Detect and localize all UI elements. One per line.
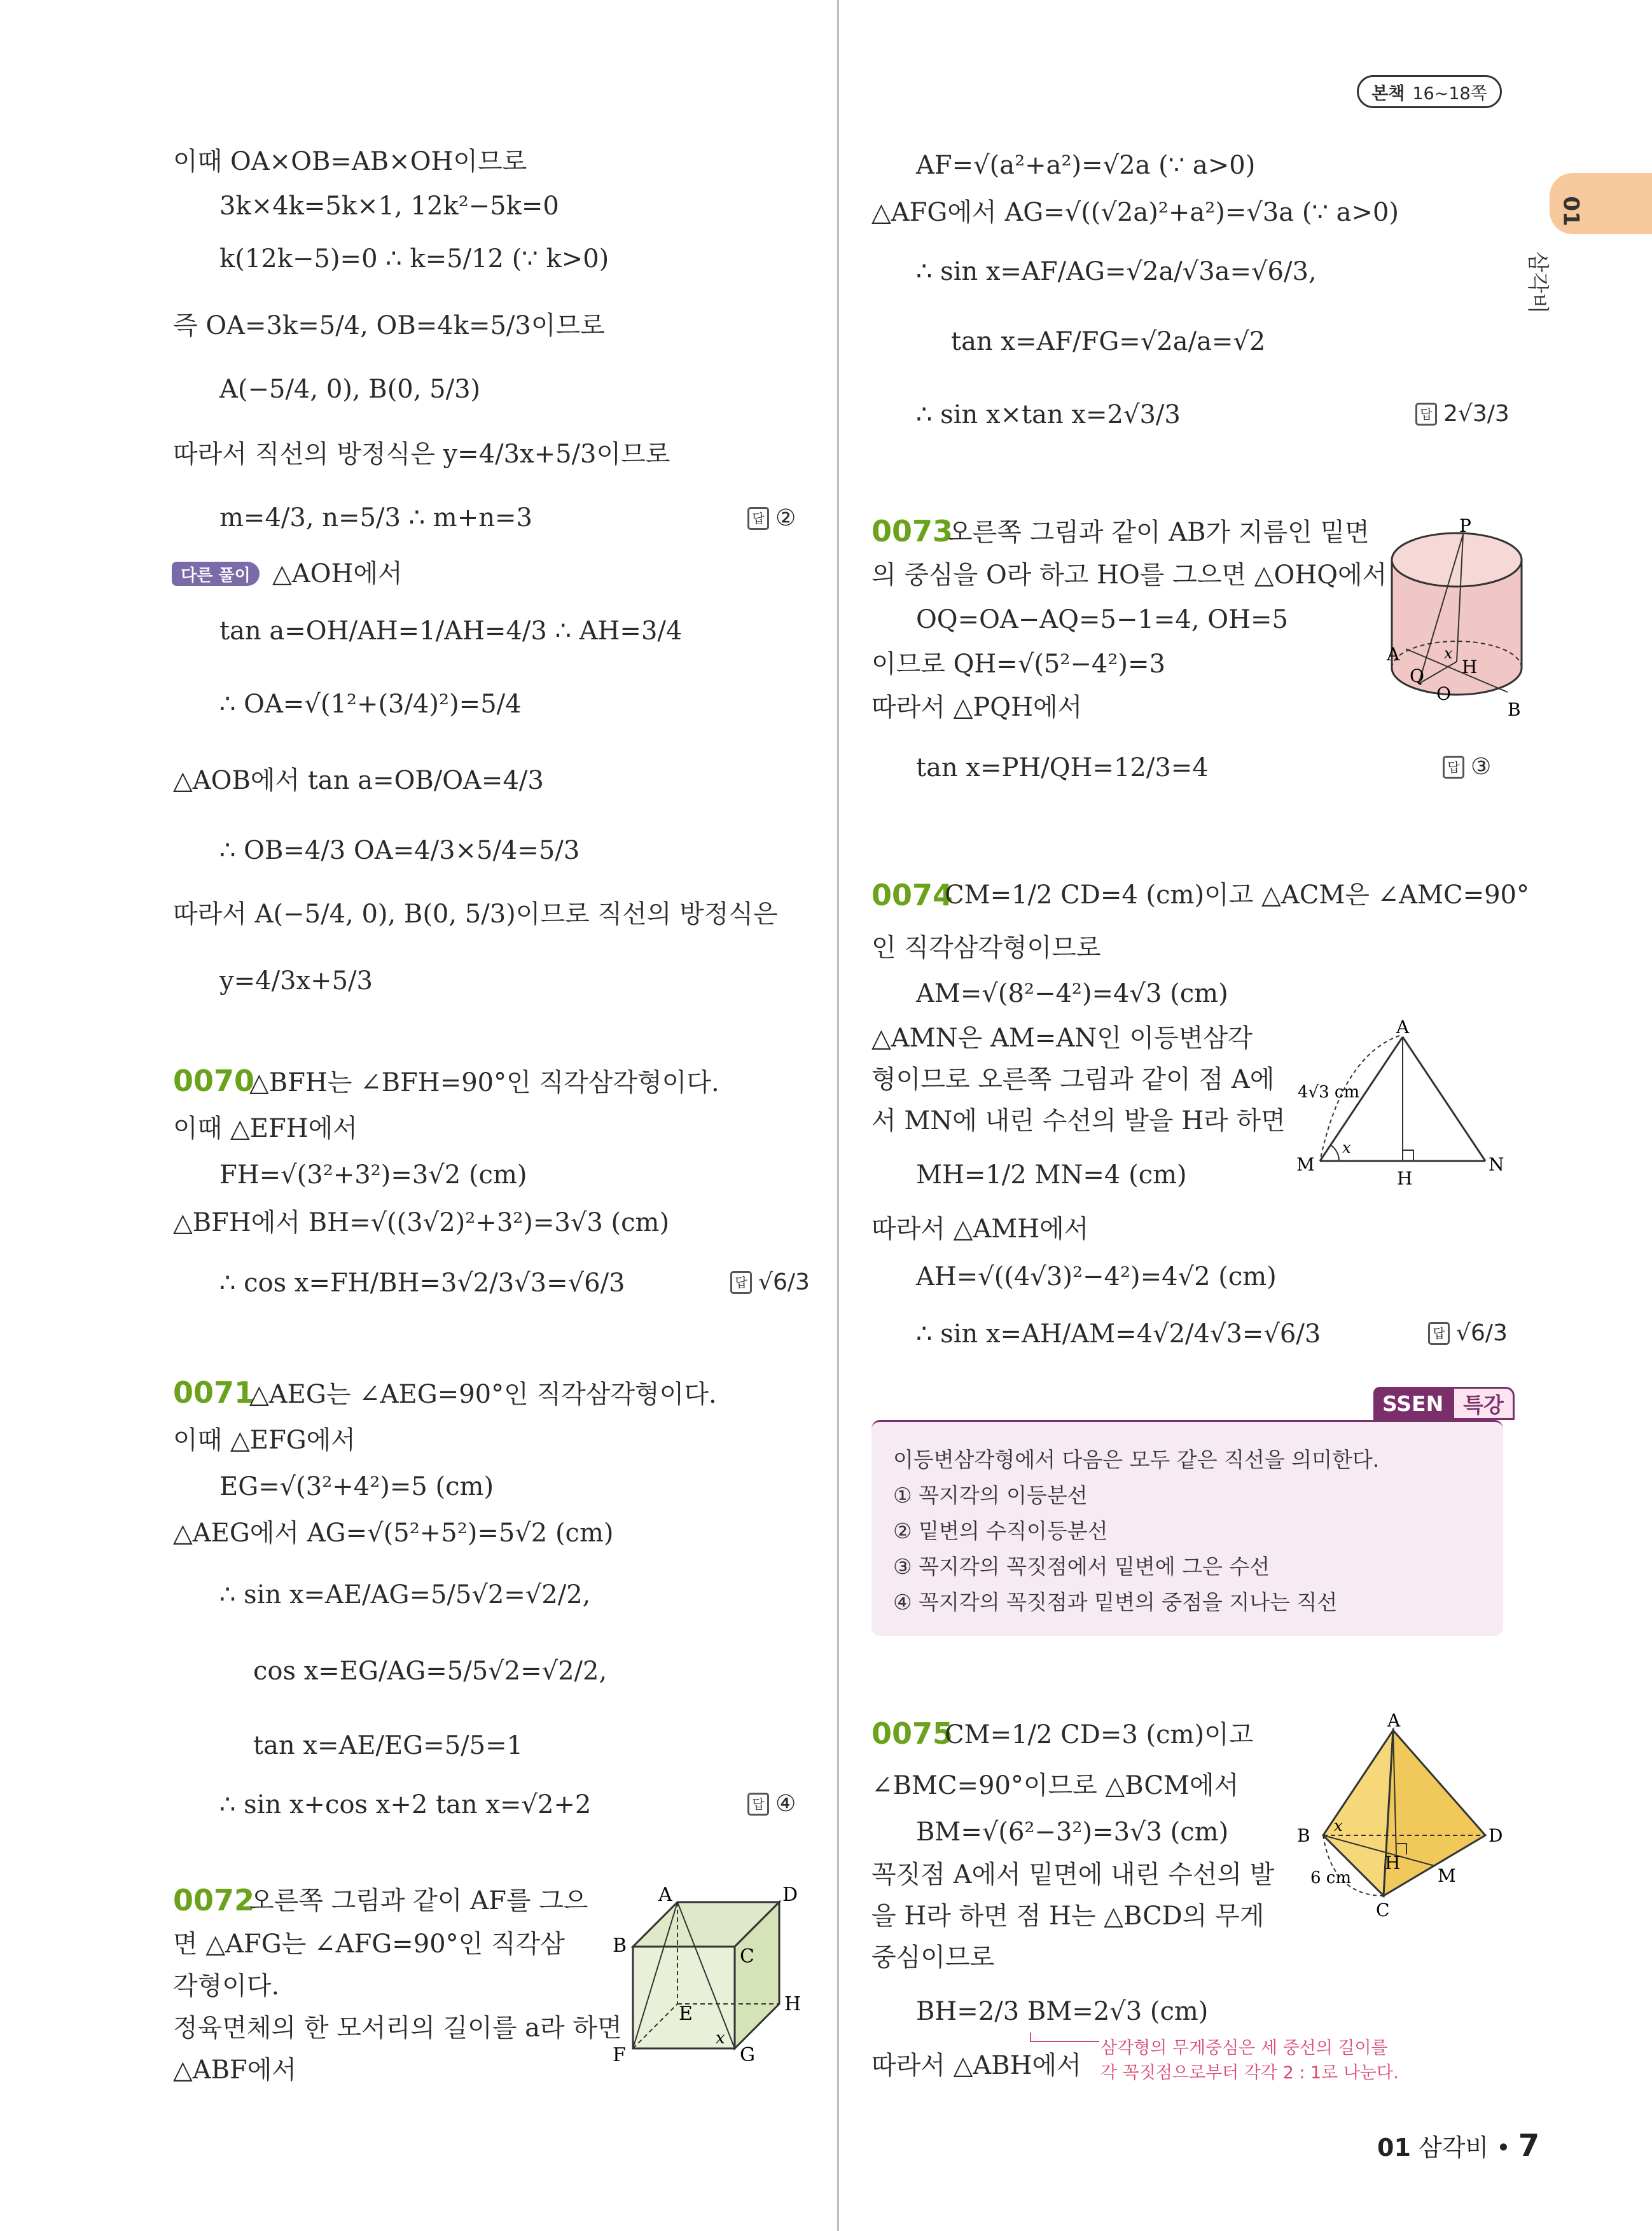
answer-icon: 답 <box>747 507 769 530</box>
solution-line: 이때 △EFH에서 <box>173 1114 357 1143</box>
note-line: 각 꼭짓점으로부터 각각 2 : 1로 나눈다. <box>1100 2063 1399 2083</box>
footer-chapter-number: 01 <box>1377 2134 1411 2162</box>
solution-line: y=4/3x+5/3 <box>219 966 373 996</box>
tip-header-title: 특강 <box>1452 1387 1515 1420</box>
tetra-label: C <box>1376 1900 1390 1921</box>
solution-line: △AFG에서 AG=√((√2a)²+a²)=√3a (∵ a>0) <box>871 198 1399 227</box>
answer-value: ④ <box>775 1791 796 1817</box>
cylinder-label: Q <box>1410 665 1424 686</box>
solution-line: ∴ sin x=AH/AM=4√2/4√3=√6/3 <box>916 1319 1321 1349</box>
solution-line: AM=√(8²−4²)=4√3 (cm) <box>916 979 1228 1008</box>
cube-label: F <box>613 2044 626 2066</box>
solution-line: △ABF에서 <box>173 2055 297 2085</box>
solution-line: 오른쪽 그림과 같이 AF를 그으 <box>249 1886 588 1915</box>
cylinder-label: A <box>1387 644 1400 665</box>
solution-line: 즉 OA=3k=5/4, OB=4k=5/3이므로 <box>173 311 605 340</box>
chapter-tab-title: 삼각비 <box>1525 251 1550 314</box>
solution-line: MH=1/2 MN=4 (cm) <box>916 1160 1187 1190</box>
triangle-label: 4√3 cm <box>1298 1083 1360 1102</box>
answer-icon: 답 <box>1415 403 1437 426</box>
tetra-label: M <box>1438 1865 1456 1886</box>
solution-line: 형이므로 오른쪽 그림과 같이 점 A에 <box>871 1065 1275 1094</box>
cube-label: D <box>782 1884 798 1906</box>
tip-box <box>871 1420 1503 1636</box>
solution-line: 따라서 △AMH에서 <box>871 1214 1089 1244</box>
answer-icon: 답 <box>1428 1322 1450 1345</box>
solution-line: 오른쪽 그림과 같이 AB가 지름인 밑면 <box>948 518 1370 547</box>
solution-line: ∴ cos x=FH/BH=3√2/3√3=√6/3 <box>219 1268 625 1298</box>
page-number: 7 <box>1518 2128 1540 2164</box>
solution-line: BH=2/3 BM=2√3 (cm) <box>916 1997 1209 2026</box>
cube-figure <box>607 1877 817 2068</box>
solution-line: △BFH에서 BH=√((3√2)²+3²)=3√3 (cm) <box>173 1208 670 1237</box>
cube-label: H <box>784 1993 802 2015</box>
tip-line: ② 밑변의 수직이등분선 <box>893 1519 1108 1543</box>
solution-line: △AEG에서 AG=√(5²+5²)=5√2 (cm) <box>173 1519 614 1548</box>
solution-line: OQ=OA−AQ=5−1=4, OH=5 <box>916 605 1288 634</box>
tetra-label: H <box>1385 1852 1401 1873</box>
solution-line: tan x=AF/FG=√2a/a=√2 <box>951 327 1266 356</box>
answer-mark <box>730 1269 810 1295</box>
solution-line: 의 중심을 O라 하고 HO를 그으면 △OHQ에서 <box>871 560 1387 590</box>
tip-line: ③ 꼭지각의 꼭짓점에서 밑변에 그은 수선 <box>893 1554 1270 1579</box>
centroid-note <box>1100 2036 1399 2085</box>
footer-bullet-icon: • <box>1496 2134 1511 2162</box>
cylinder-figure <box>1380 515 1533 725</box>
solution-line: 따라서 직선의 방정식은 y=4/3x+5/3이므로 <box>173 440 670 469</box>
tetra-label: B <box>1297 1825 1310 1846</box>
triangle-label: A <box>1396 1018 1410 1038</box>
solution-line: tan a=OH/AH=1/AH=4/3 ∴ AH=3/4 <box>219 616 683 646</box>
solution-line: tan x=PH/QH=12/3=4 <box>916 753 1209 782</box>
solution-line: BM=√(6²−3²)=3√3 (cm) <box>916 1817 1229 1847</box>
solution-line: m=4/3, n=5/3 ∴ m+n=3 <box>219 503 532 532</box>
solution-line: ∴ OB=4/3 OA=4/3×5/4=5/3 <box>219 836 580 865</box>
answer-value: ③ <box>1471 754 1492 780</box>
solution-line: 꼭짓점 A에서 밑면에 내린 수선의 발 <box>871 1860 1275 1889</box>
solution-line: ∴ sin x+cos x+2 tan x=√2+2 <box>219 1790 592 1819</box>
chapter-tab <box>1550 173 1652 234</box>
solution-line: 정육면체의 한 모서리의 길이를 a라 하면 <box>173 2013 622 2043</box>
solution-line: ∴ sin x=AF/AG=√2a/√3a=√6/3, <box>916 257 1317 286</box>
page-footer <box>1377 2128 1539 2164</box>
answer-mark <box>1428 1320 1508 1346</box>
answer-mark <box>747 505 796 531</box>
answer-icon: 답 <box>747 1793 769 1816</box>
solution-line: cos x=EG/AG=5/5√2=√2/2, <box>253 1657 607 1686</box>
tetrahedron-figure <box>1295 1711 1511 1921</box>
solution-line: k(12k−5)=0 ∴ k=5/12 (∵ k>0) <box>219 244 609 274</box>
answer-value: 2√3/3 <box>1443 401 1510 427</box>
triangle-label: M <box>1296 1154 1315 1175</box>
alt-solution-badge: 다른 풀이 <box>172 562 260 586</box>
solution-line: 따라서 △PQH에서 <box>871 693 1083 722</box>
column-divider <box>837 0 839 2231</box>
answer-icon: 답 <box>730 1271 752 1294</box>
cylinder-label: H <box>1462 657 1478 678</box>
problem-number: 0074 <box>871 878 954 912</box>
cube-label: A <box>658 1884 672 1906</box>
page-reference-badge <box>1357 75 1502 108</box>
answer-mark <box>747 1791 796 1817</box>
solution-line: 중심이므로 <box>871 1943 995 1972</box>
solution-line: △AOB에서 tan a=OB/OA=4/3 <box>173 766 544 795</box>
triangle-label: H <box>1397 1168 1413 1189</box>
tip-header-brand: SSEN <box>1373 1387 1452 1420</box>
solution-line: ∠BMC=90°이므로 △BCM에서 <box>871 1771 1239 1800</box>
cube-label: x <box>716 2029 725 2048</box>
solution-line: tan x=AE/EG=5/5=1 <box>253 1731 524 1760</box>
problem-number: 0071 <box>173 1375 255 1410</box>
answer-value: √6/3 <box>758 1269 810 1295</box>
solution-line: △AOH에서 <box>272 559 403 588</box>
cylinder-label: P <box>1459 515 1471 536</box>
solution-line: △AMN은 AM=AN인 이등변삼각 <box>871 1024 1253 1053</box>
solution-line: 따라서 △ABH에서 <box>871 2051 1081 2080</box>
tip-line: 이등변삼각형에서 다음은 모두 같은 직선을 의미한다. <box>893 1447 1380 1472</box>
chapter-tab-number: 01 <box>1558 196 1584 226</box>
solution-line: △AEG는 ∠AEG=90°인 직각삼각형이다. <box>249 1380 717 1409</box>
cylinder-label: x <box>1444 644 1453 662</box>
solution-line: FH=√(3²+3²)=3√2 (cm) <box>219 1160 527 1190</box>
cube-label: G <box>740 2044 755 2066</box>
tetra-label: 6 cm <box>1310 1868 1352 1887</box>
solution-line: 을 H라 하면 점 H는 △BCD의 무게 <box>871 1901 1265 1931</box>
solution-line: EG=√(3²+4²)=5 (cm) <box>219 1472 494 1501</box>
tip-header <box>1373 1387 1515 1420</box>
triangle-label: x <box>1342 1139 1351 1157</box>
solution-line: △BFH는 ∠BFH=90°인 직각삼각형이다. <box>249 1068 719 1097</box>
solution-line: 이때 OA×OB=AB×OH이므로 <box>173 147 527 176</box>
solution-line: CM=1/2 CD=4 (cm)이고 △ACM은 ∠AMC=90° <box>945 880 1530 910</box>
note-line: 삼각형의 무게중심은 세 중선의 길이를 <box>1100 2038 1388 2058</box>
solution-line: 따라서 A(−5/4, 0), B(0, 5/3)이므로 직선의 방정식은 <box>173 900 778 929</box>
tip-line: ① 꼭지각의 이등분선 <box>893 1483 1088 1508</box>
problem-number: 0075 <box>871 1716 954 1751</box>
tetra-label: x <box>1334 1817 1343 1835</box>
problem-number: 0070 <box>173 1064 255 1098</box>
book-label: 본책 <box>1371 83 1405 104</box>
solution-line: 인 직각삼각형이므로 <box>871 933 1101 963</box>
solution-line: ∴ OA=√(1²+(3/4)²)=5/4 <box>219 690 522 719</box>
footer-chapter-title: 삼각비 <box>1418 2134 1489 2162</box>
cube-label: B <box>613 1935 627 1957</box>
solution-line: ∴ sin x×tan x=2√3/3 <box>916 400 1181 429</box>
solution-line: 각형이다. <box>173 1971 280 2001</box>
solution-line: 이때 △EFG에서 <box>173 1426 356 1455</box>
page-range: 16~18쪽 <box>1412 83 1487 104</box>
solution-line: 이므로 QH=√(5²−4²)=3 <box>871 650 1165 679</box>
cylinder-label: O <box>1436 683 1451 704</box>
tetra-label: D <box>1489 1825 1503 1846</box>
cube-label: E <box>679 2003 693 2025</box>
solution-line: AH=√((4√3)²−4²)=4√2 (cm) <box>916 1262 1277 1291</box>
cylinder-label: B <box>1508 699 1521 720</box>
solution-line: 3k×4k=5k×1, 12k²−5k=0 <box>219 191 559 221</box>
solution-line: ∴ sin x=AE/AG=5/5√2=√2/2, <box>219 1580 591 1609</box>
tip-line: ④ 꼭지각의 꼭짓점과 밑변의 중점을 지나는 직선 <box>893 1590 1338 1615</box>
solution-line: AF=√(a²+a²)=√2a (∵ a>0) <box>916 151 1256 180</box>
triangle-label: N <box>1489 1154 1504 1175</box>
answer-value: ② <box>775 505 796 531</box>
isosceles-triangle-figure <box>1291 1018 1508 1190</box>
tetra-label: A <box>1387 1711 1401 1731</box>
solution-line: CM=1/2 CD=3 (cm)이고 <box>945 1720 1254 1749</box>
note-bracket <box>1018 2033 1100 2052</box>
solution-line: 면 △AFG는 ∠AFG=90°인 직각삼 <box>173 1929 565 1959</box>
answer-mark <box>1415 401 1510 427</box>
answer-mark <box>1443 754 1491 780</box>
answer-icon: 답 <box>1443 756 1464 779</box>
solution-line: A(−5/4, 0), B(0, 5/3) <box>219 375 481 404</box>
problem-number: 0072 <box>173 1883 255 1917</box>
problem-number: 0073 <box>871 514 954 548</box>
cube-label: C <box>740 1945 754 1968</box>
answer-value: √6/3 <box>1456 1320 1508 1346</box>
solution-line: 서 MN에 내린 수선의 발을 H라 하면 <box>871 1106 1286 1136</box>
